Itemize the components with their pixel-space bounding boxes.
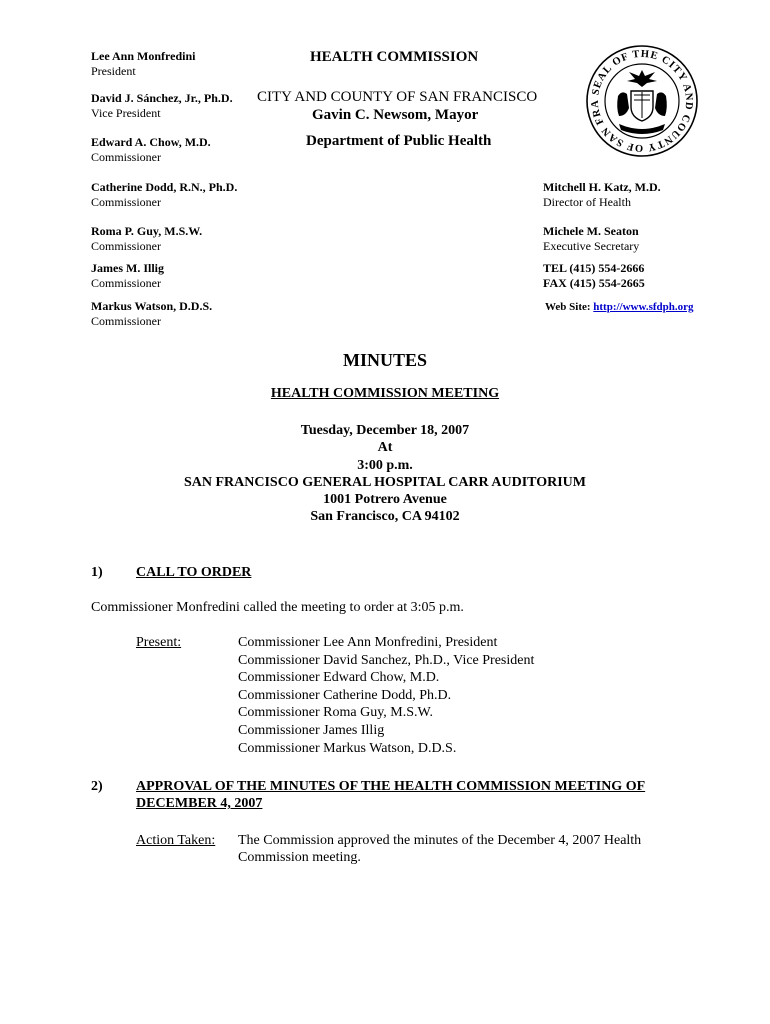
list-item: Commissioner Roma Guy, M.S.W. — [238, 705, 433, 721]
roster-title: Commissioner — [91, 239, 162, 253]
director-name: Mitchell H. Katz, M.D. — [543, 180, 661, 194]
list-item: Commissioner James Illig — [238, 722, 385, 738]
meeting-address: 1001 Potrero Avenue — [323, 492, 447, 508]
roster-title: Commissioner — [91, 276, 162, 290]
commission-name: HEALTH COMMISSION — [310, 49, 479, 65]
action-taken-line-1: The Commission approved the minutes of the December 4, 2007 Health — [238, 833, 642, 848]
secretary-name: Michele M. Seaton — [543, 224, 639, 238]
section-1-number: 1) — [91, 565, 103, 580]
action-taken-line-2: Commission meeting. — [238, 850, 361, 865]
meeting-venue: SAN FRANCISCO GENERAL HOSPITAL CARR AUDITORIUM — [183, 474, 587, 490]
meeting-details — [0, 422, 770, 526]
city-county-name: CITY AND COUNTY OF SAN FRANCISCO — [257, 89, 538, 105]
meeting-city: San Francisco, CA 94102 — [310, 509, 460, 525]
roster-commissioner — [91, 135, 211, 165]
list-item: Commissioner Markus Watson, D.D.S. — [238, 740, 457, 756]
roster-president — [91, 49, 195, 79]
action-taken-label: Action Taken: — [136, 833, 216, 848]
fax-number: FAX (415) 554-2665 — [543, 276, 645, 290]
roster-name: Roma P. Guy, M.S.W. — [91, 224, 203, 238]
roster-name: Markus Watson, D.D.S. — [91, 299, 213, 313]
list-item: Commissioner Lee Ann Monfredini, President — [238, 635, 498, 650]
section-1-title: CALL TO ORDER — [136, 565, 252, 580]
roster-commissioner — [91, 180, 237, 210]
executive-secretary — [543, 224, 639, 254]
meeting-at: At — [377, 440, 393, 456]
meeting-title: HEALTH COMMISSION MEETING — [270, 386, 500, 401]
roster-name: Lee Ann Monfredini — [91, 49, 196, 63]
section-2-title — [136, 778, 645, 812]
present-label: Present: — [136, 635, 182, 650]
roster-title: Commissioner — [91, 195, 162, 209]
seal-text: SEAL OF THE CITY AND COUNTY OF SAN FRA — [589, 48, 695, 154]
roster-title: Commissioner — [91, 314, 162, 328]
telephone-number: TEL (415) 554-2666 — [543, 261, 645, 275]
roster-name: Catherine Dodd, R.N., Ph.D. — [91, 180, 238, 194]
meeting-date: Tuesday, December 18, 2007 — [300, 423, 470, 438]
meeting-title-wrap — [0, 385, 770, 402]
director-of-health — [543, 180, 661, 210]
roster-commissioner — [91, 299, 212, 329]
call-to-order-text: Commissioner Monfredini called the meeting to order at 3:05 p.m. — [91, 600, 464, 615]
list-item: Commissioner David Sanchez, Ph.D., Vice President — [238, 652, 535, 668]
department-name: Department of Public Health — [306, 133, 492, 149]
seal-icon — [585, 44, 699, 158]
section-2-number: 2) — [91, 779, 103, 794]
roster-title: Vice President — [91, 106, 161, 120]
website-link[interactable]: http://www.sfdph.org — [593, 301, 694, 313]
roster-title: Commissioner — [91, 150, 162, 164]
director-title: Director of Health — [543, 195, 631, 209]
website-label: Web Site: — [545, 301, 594, 313]
section-2-title-line-2: DECEMBER 4, 2007 — [136, 796, 263, 811]
roster-name: James M. Illig — [91, 261, 164, 275]
mayor-name: Gavin C. Newsom, Mayor — [312, 107, 479, 123]
list-item: Commissioner Edward Chow, M.D. — [238, 670, 440, 686]
roster-title: President — [91, 64, 136, 78]
city-seal — [585, 44, 699, 158]
meeting-time: 3:00 p.m. — [357, 457, 413, 473]
roster-vice-president — [91, 91, 233, 121]
action-taken-text — [238, 832, 641, 866]
roster-name: David J. Sánchez, Jr., Ph.D. — [91, 91, 233, 105]
roster-commissioner — [91, 224, 202, 254]
document-title: MINUTES — [342, 350, 427, 370]
website — [545, 300, 694, 314]
list-item: Commissioner Catherine Dodd, Ph.D. — [238, 687, 452, 703]
present-list — [238, 634, 534, 757]
roster-name: Edward A. Chow, M.D. — [91, 135, 211, 149]
roster-commissioner — [91, 261, 164, 291]
section-2-title-line-1: APPROVAL OF THE MINUTES OF THE HEALTH COMMISSION MEETING OF — [136, 779, 646, 794]
secretary-title: Executive Secretary — [543, 239, 640, 253]
contact-phones — [543, 261, 645, 291]
